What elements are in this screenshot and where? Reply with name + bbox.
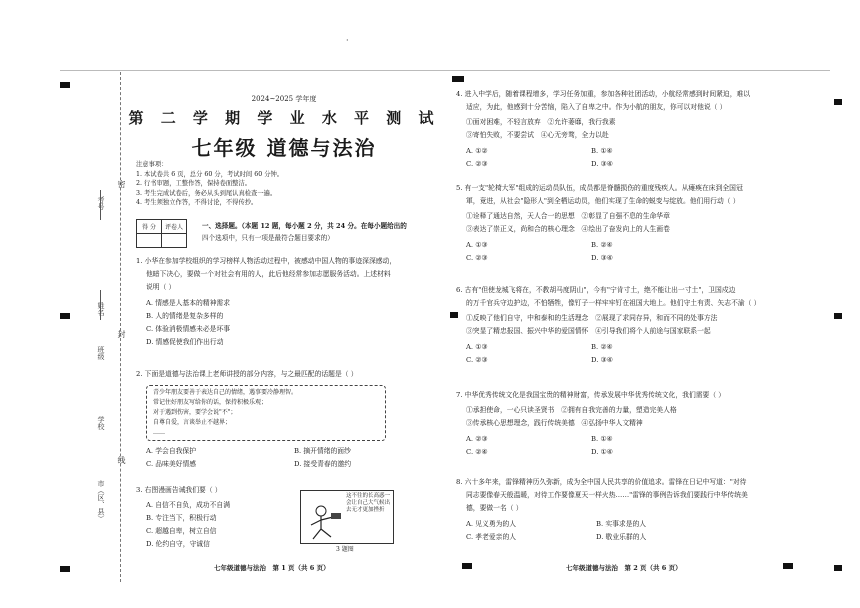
sidebar-label-school: 学校: [97, 416, 105, 430]
notice-item: 1. 本试卷共 6 页，总分 60 分，考试时间 60 分钟。: [136, 170, 284, 178]
options: [456, 341, 716, 367]
school-year: 2024~2025 学年度: [251, 95, 317, 103]
options: [456, 239, 716, 265]
statement-items: ③突显了精忠报国、振兴中华的爱国情怀 ④引导我们将个人前途与国家联系一起: [466, 327, 711, 335]
page-edge-line: [60, 70, 830, 71]
question-7: [456, 389, 830, 459]
cartoon-image: [300, 490, 394, 544]
option-d[interactable]: D. 接受青春的邀约: [294, 460, 352, 468]
statement-items: ①反映了他们自守，中和泰和的生活理念 ②展现了求同存异，和而不同的处事方法: [466, 314, 718, 322]
question-text: 8. 六十多年来，雷锋精神历久弥新，成为全中国人民共享的价值追求。雷锋在日记中写道："对待: [456, 478, 747, 486]
cartoon-caption: 3 题图: [336, 546, 354, 553]
option-c[interactable]: C. 体验消极情感未必是坏事: [146, 325, 231, 333]
question-text: 2. 下面是道德与法治课上老师讲授的部分内容，与之最匹配的话题是（ ）: [136, 370, 358, 378]
sidebar-field-line: [100, 290, 101, 320]
notices: [136, 160, 436, 208]
exam-subject: 七年级 道德与法治: [191, 136, 377, 160]
cartoon-figure-icon: [305, 503, 345, 541]
score-cell: [137, 234, 162, 248]
notice-title: 注意事项：: [136, 161, 168, 168]
option-b[interactable]: B. 专注当下，积极行动: [146, 514, 217, 522]
statement-items: ①承担使命，一心只读圣贤书 ②拥有自我完善的力量，塑造完美人格: [466, 406, 677, 414]
sidebar-label-class: 班级: [97, 346, 105, 360]
option-a[interactable]: A. ①③: [466, 241, 488, 249]
question-2: [136, 368, 442, 471]
question-text: 5. 有一支"轮椅大军"组成的运动员队伍，成员都是脊髓损伤的重度残疾人。从瘫痪在床到全国冠: [456, 184, 743, 192]
statement-items: ③传承核心思想理念，践行传统美德 ④弘扬中华人文精神: [466, 419, 643, 427]
center-dot: ·: [346, 36, 349, 45]
option-d[interactable]: D. 情感促使我们作出行动: [146, 338, 224, 346]
cartoon-speech: [346, 493, 390, 514]
option-b[interactable]: B. ①④: [591, 435, 613, 443]
options: [136, 445, 442, 471]
registration-mark: [452, 76, 464, 82]
question-text: 4. 进入中学后，随着课程增多，学习任务加重，参加各种社团活动，小航经常感到时间紧迫，难以: [456, 90, 751, 98]
registration-mark: [60, 82, 70, 88]
option-a[interactable]: A. ②③: [466, 435, 488, 443]
score-table: [136, 219, 187, 248]
options: [456, 433, 716, 459]
quote-line: 对于遇到伤害，要学会说"不"；: [153, 409, 237, 416]
question-8: [456, 476, 830, 544]
option-c[interactable]: C. 品味美好情感: [146, 460, 197, 468]
right-page-footer: 七年级道德与法治 第 2 页（共 6 页）: [566, 564, 682, 572]
left-page: [128, 94, 440, 161]
registration-mark: [462, 563, 472, 569]
statement-items: ③表达了崇正义，尚和合的核心理念 ④绘出了奋发向上的人生画卷: [466, 225, 670, 233]
registration-mark: [834, 565, 842, 571]
option-c[interactable]: C. ②③: [466, 160, 488, 168]
section-heading: [202, 220, 442, 244]
cartoon-text: 会让自己大气候出: [345, 500, 390, 506]
option-b[interactable]: B. 人的情绪是复杂多样的: [146, 312, 224, 320]
option-a[interactable]: A. 情感是人基本的精神需求: [146, 299, 230, 307]
options: [456, 145, 716, 171]
statement-items: ①诠释了通达自然，天人合一的思想 ②彰显了自强不息的生命华章: [466, 212, 670, 220]
registration-mark: [60, 566, 70, 572]
question-text: 3. 右图漫画告诫我们要（ ）: [136, 486, 222, 494]
option-d[interactable]: D. ③④: [591, 254, 613, 262]
option-c[interactable]: C. ②③: [466, 356, 488, 364]
score-label: 得 分: [137, 220, 162, 234]
question-1: [136, 255, 442, 349]
option-d[interactable]: D. 敬业乐群的人: [596, 533, 647, 541]
notice-item: 2. 行书审题，工整作答，保持卷面整洁。: [136, 180, 252, 187]
option-b[interactable]: B. ①④: [591, 147, 613, 155]
option-b[interactable]: B. 实事求是的人: [596, 520, 647, 528]
option-a[interactable]: A. 自信不自负，成功不自满: [146, 501, 230, 509]
question-5: [456, 182, 830, 265]
grader-cell: [162, 234, 187, 248]
registration-mark: [60, 313, 70, 319]
sidebar-label-exam-number: 考号: [97, 196, 105, 210]
question-text: 軍，竟进，从社会"隐形人"到全栖运动员，他们实现了生命的蜕变与绽放。他们用行动（ ）: [466, 197, 740, 205]
option-c[interactable]: C. 超越自卑，树立自信: [146, 527, 217, 535]
options: [456, 518, 726, 544]
notice-item: 3. 考生完成试卷后，务必从头到尾认真检查一遍。: [136, 189, 277, 197]
statement-items: ③寄怕失败，不要尝试 ④心无旁骛，全力以赴: [466, 131, 609, 139]
quote-line: 自尊自爱，言谈举止不越界；: [153, 419, 232, 426]
option-d[interactable]: D. 伦约自守，守诚信: [146, 540, 210, 548]
binding-line: [120, 72, 121, 582]
section-title: 一、选择题。（本题 12 题，每小题 2 分，共 24 分。在每小题给出的: [202, 222, 407, 230]
question-3: [136, 484, 296, 551]
cartoon-text: 这不往的长高惑一: [345, 493, 390, 499]
sidebar-field-line: [100, 190, 101, 220]
question-4: [456, 88, 830, 171]
question-text: 说明（ ）: [146, 283, 176, 291]
left-page-footer: 七年级道德与法治 第 1 页（共 6 页）: [214, 564, 330, 572]
option-c[interactable]: C. ②④: [466, 448, 488, 456]
sidebar-label-name: 姓名: [97, 302, 105, 316]
question-text: 同志要像春天般温暖，对待工作要像夏天一样火热……"雷锋的事例告诉我们要践行中华传统美: [466, 491, 748, 499]
quote-line: 常记住好朋友写给你的话，保持积极乐观；: [153, 399, 268, 406]
grader-label: 评卷人: [162, 220, 187, 234]
question-text: 他暗下决心，要做一个对社会有用的人，此后他经常参加志愿服务活动。上述材料: [146, 270, 391, 278]
question-text: 6. 古有"但使龙城飞将在，不教胡马度阴山"，今有"宁肯寸土，绝不能让出一寸土"，卫国戍边: [456, 286, 736, 294]
seal-mark-mi: 密: [117, 180, 126, 188]
option-b[interactable]: B. ②④: [591, 343, 613, 351]
question-text: 7. 中华优秀传统文化是我国宝贵的精神财富，传承发展中华优秀传统文化，我们需要（ ）: [456, 391, 726, 399]
option-d[interactable]: D. ①④: [591, 448, 613, 456]
option-c[interactable]: C. ②③: [466, 254, 488, 262]
option-a[interactable]: A. 学会自我保护: [146, 447, 197, 455]
exam-title: 第 二 学 期 学 业 水 平 测 试: [128, 109, 440, 127]
option-c[interactable]: C. 孝老爱亲的人: [466, 533, 517, 541]
registration-mark: [834, 99, 842, 105]
notice-item: 4. 考生须独立作答，不得讨论，不得传抄。: [136, 199, 258, 206]
registration-mark: [783, 563, 793, 569]
option-d[interactable]: D. ③④: [591, 160, 613, 168]
seal-mark-feng: 封: [117, 330, 126, 338]
question-text: 的万千官兵守边护边，不怕牺牲，像钉子一样牢牢钉在祖国大地上。他们守土有责、矢志不渝（ ）: [466, 299, 761, 307]
option-d[interactable]: D. ③④: [591, 356, 613, 364]
option-a[interactable]: A. ①③: [466, 343, 488, 351]
question-text: 适应，为此，他感到十分苦恼，陷入了自卑之中。作为小航的朋友，你可以对他说（ ）: [466, 103, 727, 111]
option-b[interactable]: B. ②④: [591, 241, 613, 249]
section-subtitle: 四个选项中，只有一项是最符合题目要求的）: [202, 234, 334, 242]
question-text: 德，要做一名（ ）: [466, 504, 523, 512]
question-text: 1. 小华在参加学校组织的学习榜样人物活动过程中，被感动中国人物的事迹深深感动，: [136, 257, 397, 265]
option-b[interactable]: B. 摘开情绪的面纱: [294, 447, 351, 455]
sidebar-label-region: 市（区、县）: [97, 480, 105, 522]
quote-box: [146, 385, 386, 441]
question-6: [456, 284, 830, 367]
seal-mark-xian: 线: [117, 456, 126, 464]
registration-mark: [834, 313, 842, 319]
quote-line: 青少年朋友要善于表达自己的情绪，遇事要冷静理智。: [153, 389, 298, 396]
option-a[interactable]: A. ①②: [466, 147, 488, 155]
option-a[interactable]: A. 见义勇为的人: [466, 520, 517, 528]
cartoon-text: 去无才更加挫折: [345, 507, 385, 513]
statement-items: ①面对困难，不轻言放弃 ②允许萎靡，我行我素: [466, 118, 616, 126]
quote-line: ……: [153, 429, 165, 436]
